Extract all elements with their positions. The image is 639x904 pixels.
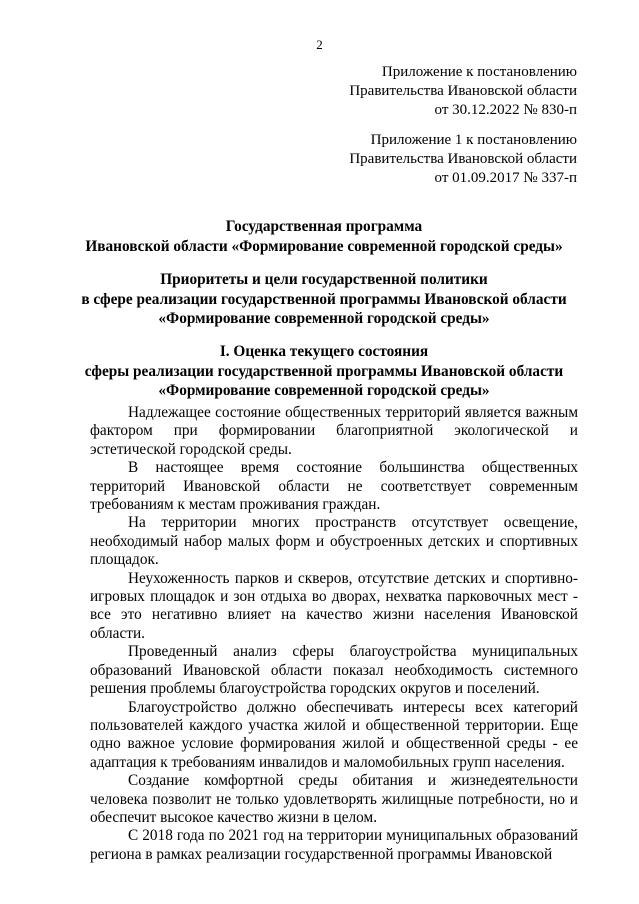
priorities-title: [40, 270, 608, 329]
appendix-current-decree: [349, 63, 577, 120]
title-line: Приоритеты и цели государственной политики: [160, 271, 488, 288]
title-line: Ивановской области «Формирование современной городской среды»: [85, 237, 563, 255]
title-line: I. Оценка текущего состояния: [219, 343, 429, 360]
title-line: в сфере реализации государственной программы Ивановской области: [81, 290, 567, 308]
paragraph: Неухоженность парков и скверов, отсутствие детских и спортивно-игровых площадок и зон отдыха во дворах, нехватка парковочных мест - все это негативно влияет на качество жизни населения Ивановской области.: [90, 569, 578, 642]
appendix-line: от 30.12.2022 № 830-п: [434, 102, 577, 118]
appendix-line: Приложение 1 к постановлению: [370, 132, 577, 148]
page-number: 2: [316, 37, 323, 52]
title-line: Государственная программа: [225, 218, 423, 235]
paragraph: Благоустройство должно обеспечивать интересы всех категорий пользователей каждого участка жилой и общественной территории. Еще одно важное условие формирования жилой и общественной среды - ее адаптация к требованиям инвалидов и маломобильных групп населения.: [90, 698, 578, 771]
appendix-line: Правительства Ивановской области: [349, 151, 577, 167]
title-line: «Формирование современной городской среды»: [158, 310, 490, 327]
body-text: [90, 404, 578, 864]
paragraph: Создание комфортной среды обитания и жизнедеятельности человека позволит не только удовлетворять жилищные потребности, но и обеспечит высокое качество жизни в целом.: [90, 772, 578, 826]
paragraph: В настоящее время состояние большинства общественных территорий Ивановской области не соответствует современным требованиям к местам проживания граждан.: [90, 459, 578, 514]
paragraph: Проведенный анализ сферы благоустройства муниципальных образований Ивановской области показал необходимость системного решения проблемы благоустройства городских округов и поселений.: [90, 643, 578, 698]
appendix-line: от 01.09.2017 № 337-п: [434, 170, 577, 186]
title-line: «Формирование современной городской среды»: [158, 382, 490, 399]
section-title: [40, 342, 608, 401]
appendix-line: Приложение к постановлению: [381, 64, 577, 80]
appendix-original-decree: [349, 131, 577, 188]
paragraph: На территории многих пространств отсутствует освещение, необходимый набор малых форм и обустроенных детских и спортивных площадок.: [90, 514, 578, 569]
title-line: сферы реализации государственной программы Ивановской области: [84, 362, 564, 380]
paragraph: Надлежащее состояние общественных территорий является важным фактором при формировании благоприятной экологической и эстетической городской среды.: [90, 404, 578, 458]
program-title: [40, 217, 608, 256]
paragraph: С 2018 года по 2021 год на территории муниципальных образований региона в рамках реализации государственной программы Ивановской: [90, 827, 578, 863]
appendix-line: Правительства Ивановской области: [349, 83, 577, 99]
